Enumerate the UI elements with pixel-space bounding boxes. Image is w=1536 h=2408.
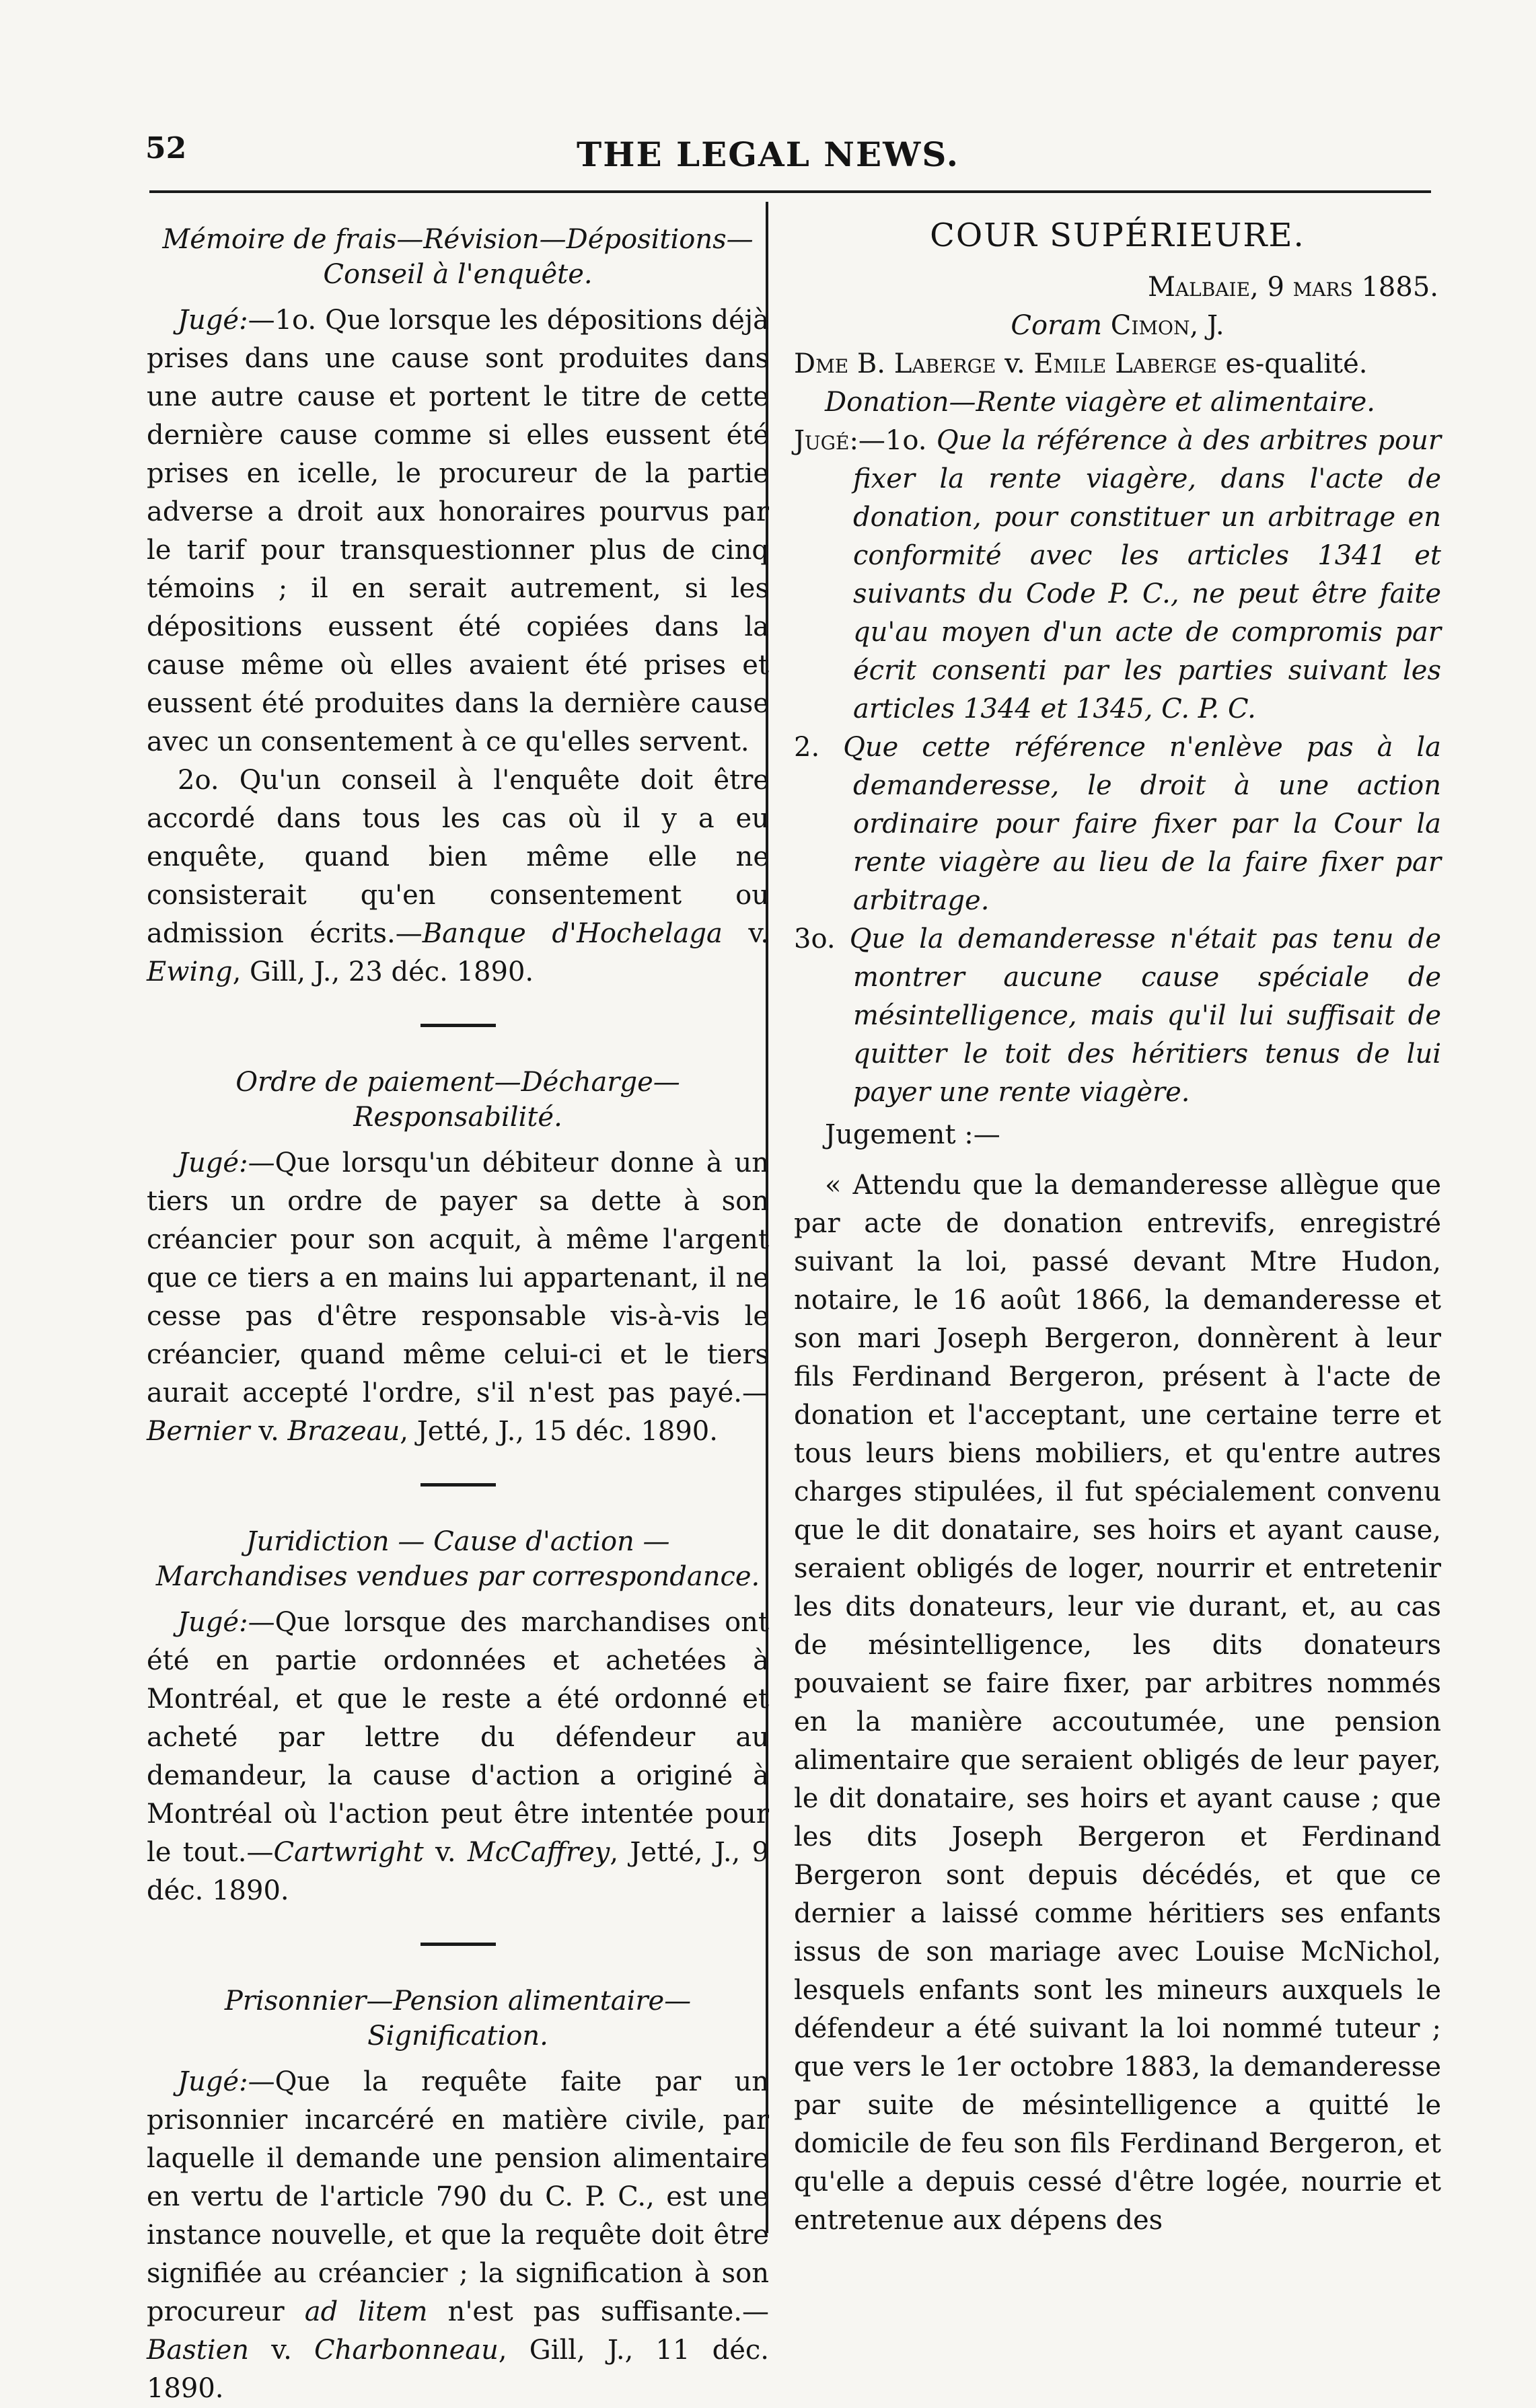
- versus-text: v.: [250, 1416, 288, 1447]
- case-headnote: Prisonnier—Pension alimentaire—Signification.: [224, 1986, 692, 2052]
- capacity-text: es-qualité.: [1216, 348, 1368, 379]
- party-name: Ewing: [147, 956, 233, 987]
- case-paragraph: [147, 301, 769, 761]
- court-title: COUR SUPÉRIEURE.: [930, 217, 1305, 254]
- point-text: Que cette référence n'enlève pas à la demanderesse, le droit à une action ordinaire pour faire fixer par la Cour la rente viagère au lieu de la faire fixer par arbitrage.: [843, 732, 1442, 916]
- juge-label: Jugé:: [178, 1147, 248, 1178]
- party-name: Bernier: [147, 1416, 250, 1447]
- versus-text: v.: [423, 1837, 468, 1868]
- case-headnote: Juridiction — Cause d'action — Marchandises vendues par correspondance.: [155, 1526, 760, 1592]
- juge-label: Jugé:: [178, 2066, 248, 2097]
- citation-text: , Jetté, J., 15 déc. 1890.: [400, 1416, 718, 1447]
- party-name: Banque d'Hochelaga: [422, 918, 723, 949]
- holding-point-2: [794, 728, 1441, 920]
- case-paragraph: [147, 761, 769, 991]
- party-name: Cartwright: [273, 1837, 424, 1868]
- juge-label: Jugé:: [178, 305, 248, 336]
- parties-line: [794, 345, 1441, 383]
- juge-label: Jugé:: [178, 1607, 248, 1638]
- coram-line: [794, 307, 1441, 345]
- case-headnote: Ordre de paiement—Décharge—Responsabilité.: [235, 1067, 680, 1133]
- case-paragraph: [147, 1144, 769, 1451]
- party-name: McCaffrey: [467, 1837, 610, 1868]
- case-prisonnier: [147, 1984, 769, 2408]
- citation-text: , Jetté, J., 9 déc. 1890.: [147, 1837, 769, 1906]
- versus-text: v.: [249, 2335, 315, 2366]
- point-text: Que la référence à des arbitres pour fixer la rente viagère, dans l'acte de donation, pour constituer un arbitrage en conformité avec les articles 1341 et suivants du Code P. C., ne peut être faite qu'au moyen d'un acte de compromis par écrit consenti par les parties suivant les articles 1344 et 1345, C. P. C.: [853, 425, 1441, 724]
- case-text: 2o. Qu'un conseil à l'enquête doit être accordé dans tous les cas où il y a eu enquête, quand bien même elle ne consisterait qu'en consentement ou admission écrits.—: [147, 765, 769, 949]
- citation-text: , Gill, J., 11 déc. 1890.: [147, 2335, 769, 2404]
- spacer: [794, 1154, 1441, 1166]
- case-ordre-de-paiement: [147, 1065, 769, 1451]
- case-headnote: Mémoire de frais—Révision—Dépositions—Conseil à l'enquête.: [162, 224, 754, 290]
- case-text: —Que la requête faite par un prisonnier incarcéré en matière civile, par laquelle il demande une pension alimentaire en vertu de l'article 790 du C. P. C., est une instance nouvelle, et que la requête doit être signifiée au créancier ; la signification à son procureur: [147, 2066, 769, 2327]
- section-divider: [420, 1483, 496, 1487]
- page-number: 52: [145, 131, 187, 165]
- jugement-text: « Attendu que la demanderesse allègue que par acte de donation entrevifs, enregistré suivant la loi, passé devant Mtre Hudon, notaire, le 16 août 1866, la demanderesse et son mari Joseph Bergeron, donnèrent à leur fils Ferdinand Bergeron, présent à l'acte de donation et l'acceptant, une certaine terre et tous leurs biens mobiliers, et qu'entre autres charges stipulées, il fut spécialement convenu que le dit donataire, ses hoirs et ayant cause, seraient obligés de loger, nourrir et entretenir les dits donateurs, leur vie durant, et, au cas de mésintelligence, les dits donateurs pouvaient se faire fixer, par arbitres nommés en la manière accoutumée, une pension alimentaire que seraient obligés de leur payer, le dit donataire, ses hoirs et ayant cause ; que les dits Joseph Bergeron et Ferdinand Bergeron sont depuis décédés, et que ce dernier a laissé comme héritiers ses enfants issus de son mariage avec Louise McNichol, lesquels enfants sont les mineurs auxquels le défendeur a été suivant la loi nommé tuteur ; que vers le 1er octobre 1883, la demanderesse par suite de mésintelligence a quitté le domicile de feu son fils Ferdinand Bergeron, et qu'elle a depuis cessé d'être logée, nourrie et entretenue aux dépens des: [794, 1170, 1441, 2236]
- case-subject: Donation—Rente viagère et alimentaire.: [825, 387, 1375, 418]
- case-memoire-de-frais: [147, 222, 769, 991]
- juge-label: Jugé:: [794, 425, 858, 456]
- coram-judge: Cimon, J.: [1110, 310, 1224, 341]
- plaintiff: Dme B. Laberge: [794, 348, 996, 379]
- point-number: 2.: [794, 732, 820, 763]
- versus-text: v.: [996, 348, 1034, 379]
- place-date: Malbaie, 9 mars 1885.: [1147, 272, 1438, 303]
- versus-text: v.: [722, 918, 769, 949]
- case-paragraph: [147, 1604, 769, 1910]
- point-text: Que la demanderesse n'était pas tenu de montrer aucune cause spéciale de mésintelligence, mais qu'il lui suffisait de quitter le toit des héritiers tenus de lui payer une rente viagère.: [849, 924, 1442, 1108]
- point-number: 3o.: [794, 924, 836, 954]
- journal-title: THE LEGAL NEWS.: [577, 135, 959, 174]
- coram-label: Coram: [1011, 310, 1102, 341]
- left-column: [147, 222, 769, 2408]
- party-name: Charbonneau: [314, 2335, 499, 2366]
- section-divider: [420, 1024, 496, 1027]
- holding-point-3: [794, 920, 1441, 1112]
- header-rule: [149, 190, 1431, 193]
- holding-point-1: [794, 422, 1441, 728]
- latin-phrase: ad litem: [304, 2296, 428, 2327]
- citation-text: , Gill, J., 23 déc. 1890.: [232, 956, 534, 987]
- section-divider: [420, 1943, 496, 1946]
- case-text: n'est pas suffisante.—: [427, 2296, 769, 2327]
- case-juridiction: [147, 1524, 769, 1910]
- case-text: —Que lorsque des marchandises ont été en partie ordonnées et achetées à Montréal, et que le reste a été ordonné et acheté par lettre du défendeur au demandeur, la cause d'action a originé à Montréal où l'action peut être intentée pour le tout.—: [147, 1607, 769, 1868]
- right-column: [794, 217, 1442, 2240]
- defendant: Emile Laberge: [1033, 348, 1217, 379]
- case-paragraph: [147, 2063, 769, 2408]
- case-text: —Que lorsqu'un débiteur donne à un tiers un ordre de payer sa dette à son créancier pour son acquit, à même l'argent que ce tiers a en mains lui appartenant, il ne cesse pas d'être responsable vis-à-vis le créancier, quand même celui-ci et le tiers aurait accepté l'ordre, s'il n'est pas payé.—: [147, 1147, 769, 1408]
- point-number: —1o.: [858, 425, 927, 456]
- jugement-label: Jugement :—: [825, 1119, 1000, 1150]
- party-name: Brazeau: [287, 1416, 400, 1447]
- party-name: Bastien: [147, 2335, 250, 2366]
- case-text: —1o. Que lorsque les dépositions déjà prises dans une cause sont produites dans une autre cause et portent le titre de cette dernière cause comme si elles eussent été prises en icelle, le procureur de la partie adverse a droit aux honoraires pourvus par le tarif pour transquestionner plus de cinq témoins ; il en serait autrement, si les dépositions eussent été copiées dans la cause même où elles avaient été prises et eussent été produites dans la dernière cause avec un consentement à ce qu'elles servent.: [147, 305, 769, 757]
